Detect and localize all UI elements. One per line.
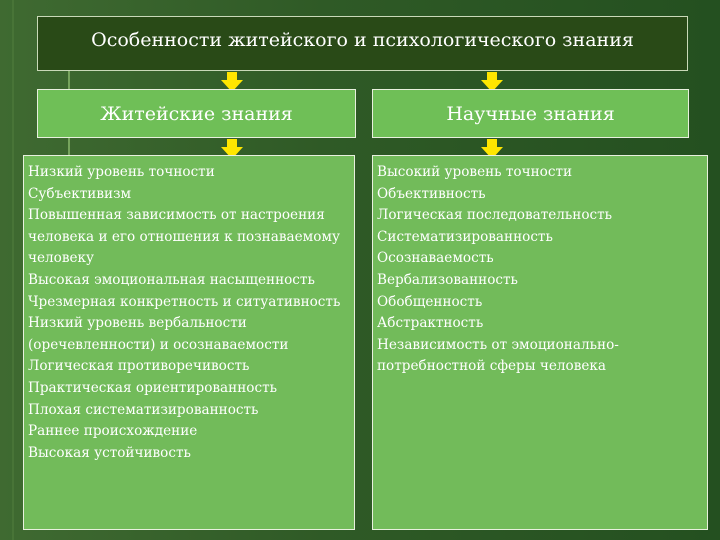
list-item: Чрезмерная конкретность и ситуативность: [28, 293, 341, 310]
list-item: Высокая эмоциональная насыщенность: [28, 271, 315, 288]
list-item: Субъективизм: [28, 185, 132, 202]
scientific-knowledge-list: [372, 155, 708, 530]
column-header-everyday: [37, 89, 356, 138]
list-item: Независимость от эмоционально-потребностной сферы человека: [377, 336, 619, 375]
list-item: Повышенная зависимость от настроения человека и его отношения к познаваемому человеку: [28, 207, 340, 267]
list-item: Вербализованность: [377, 271, 518, 288]
list-item: Низкий уровень вербальности (оречевленности) и осознаваемости: [28, 315, 289, 353]
list-item: Осознаваемость: [377, 250, 494, 267]
column-header-label: Научные знания: [446, 102, 615, 125]
list-item: Высокий уровень точности: [377, 164, 573, 180]
list-item: Логическая противоречивость: [28, 358, 250, 375]
everyday-knowledge-list: [23, 155, 355, 530]
column-header-label: Житейские знания: [100, 102, 293, 125]
list-item: Раннее происхождение: [28, 423, 198, 440]
list-item: Систематизированность: [377, 228, 553, 245]
list-item: Практическая ориентированность: [28, 379, 277, 396]
list-item: Логическая последовательность: [377, 207, 613, 224]
list-item: Абстрактность: [377, 315, 484, 332]
column-header-scientific: [372, 89, 689, 138]
list-item: Объективность: [377, 185, 486, 202]
diagram-title: [37, 16, 688, 71]
list-item: Низкий уровень точности: [28, 164, 215, 180]
list-item: Плохая систематизированность: [28, 401, 259, 418]
background-stripe: [12, 0, 14, 540]
diagram-title-text: Особенности житейского и психологического знания: [91, 29, 634, 51]
list-item: Высокая устойчивость: [28, 444, 191, 461]
list-item: Обобщенность: [377, 293, 483, 310]
